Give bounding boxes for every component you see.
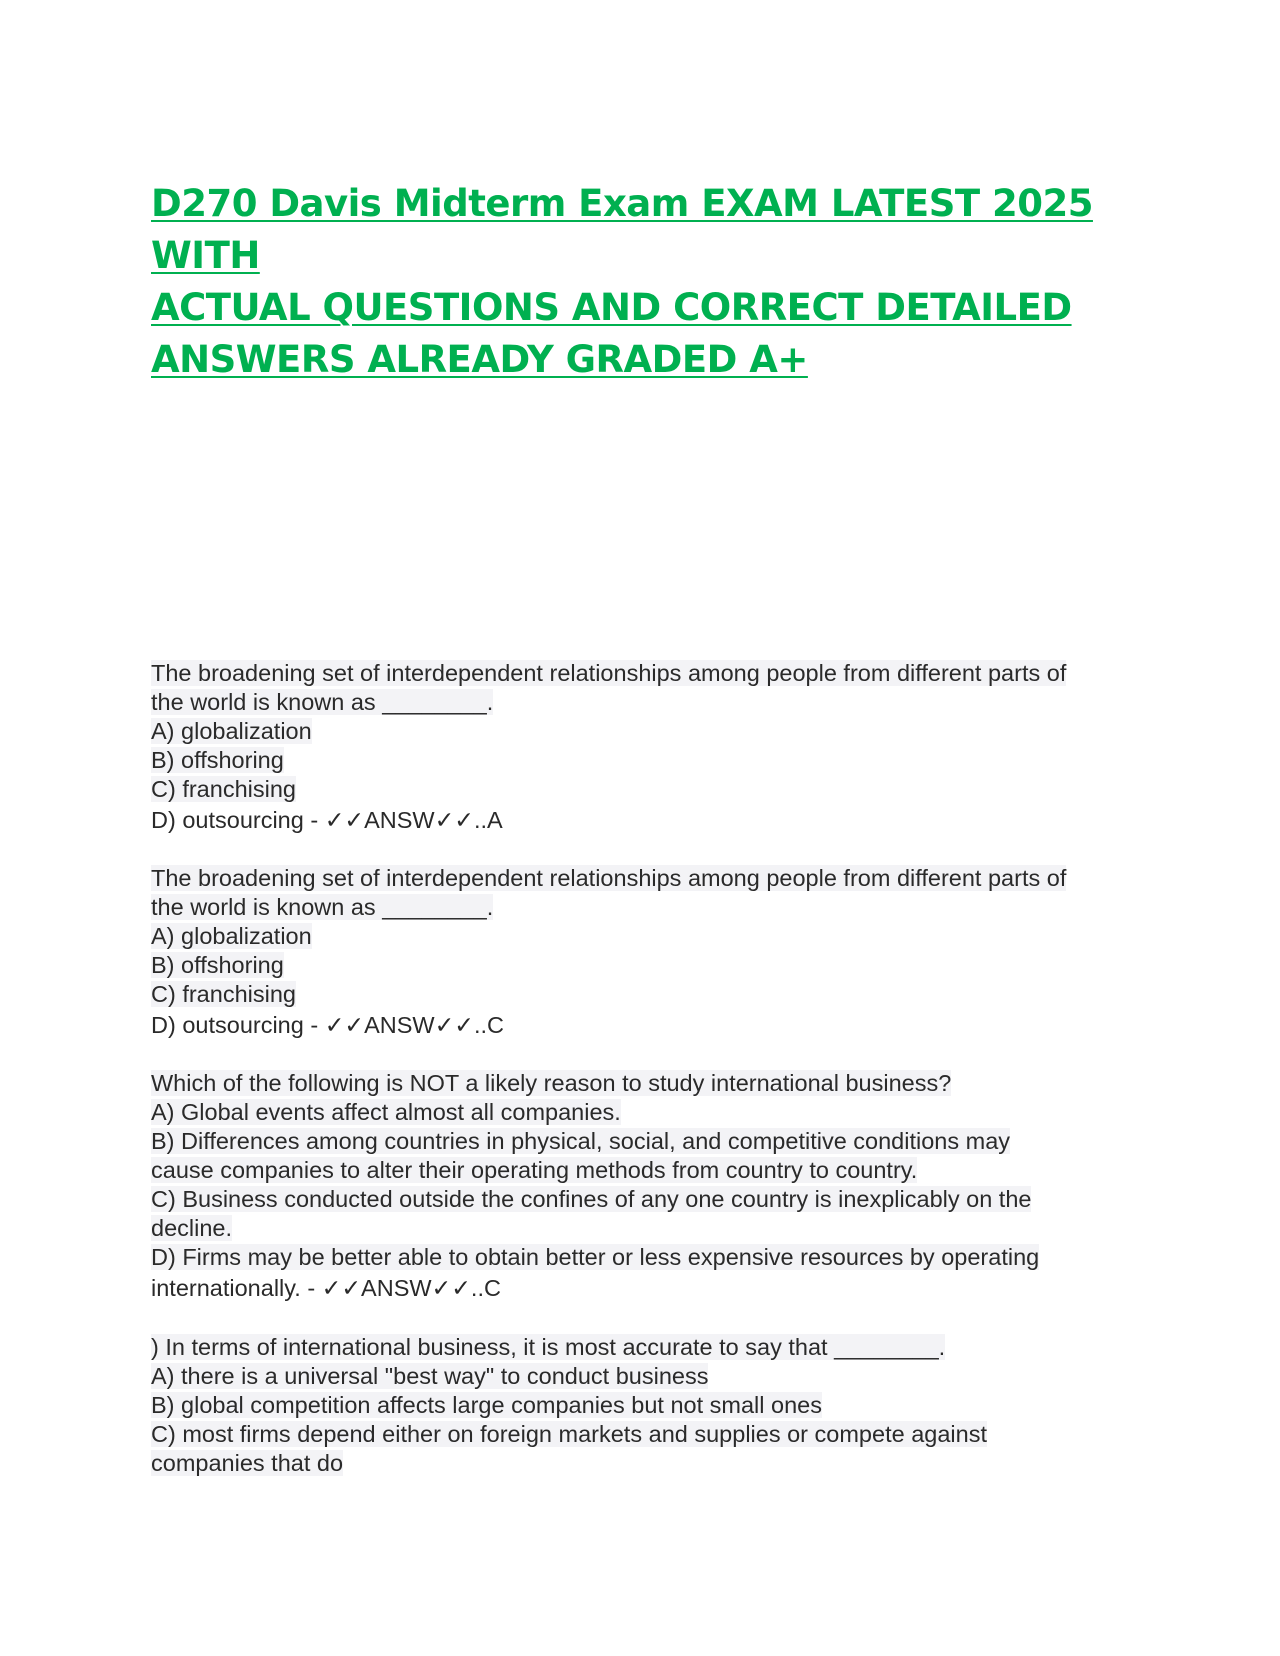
option-b: B) offshoring <box>151 952 284 978</box>
option-c-cont: companies that do <box>151 1450 344 1476</box>
question-block-1 <box>151 659 1141 837</box>
option-b: B) Differences among countries in physical, social, and competitive conditions may <box>151 1128 1011 1154</box>
option-c: C) Business conducted outside the confines of any one country is inexplicably on the <box>151 1186 1032 1212</box>
option-a: A) there is a universal "best way" to conduct business <box>151 1363 709 1389</box>
question-text: Which of the following is NOT a likely reason to study international business? <box>151 1070 952 1096</box>
title-line: ANSWERS ALREADY GRADED A+ <box>151 338 808 381</box>
answer-line: internationally. - ✓✓ANSW✓✓..C <box>151 1275 501 1301</box>
option-b-cont: cause companies to alter their operating methods from country to country. <box>151 1157 918 1183</box>
question-text: the world is known as ________. <box>151 894 494 920</box>
option-a: A) globalization <box>151 718 312 744</box>
option-b: B) offshoring <box>151 747 284 773</box>
option-a: A) Global events affect almost all companies. <box>151 1099 621 1125</box>
question-text: the world is known as ________. <box>151 689 494 715</box>
option-c: C) franchising <box>151 981 296 1007</box>
option-d: D) Firms may be better able to obtain better or less expensive resources by operating <box>151 1244 1040 1270</box>
title-line: ACTUAL QUESTIONS AND CORRECT DETAILED <box>151 286 1072 329</box>
option-c-cont: decline. <box>151 1215 232 1241</box>
question-text: The broadening set of interdependent relationships among people from different parts of <box>151 865 1067 891</box>
document-title <box>151 178 1131 386</box>
question-text: The broadening set of interdependent relationships among people from different parts of <box>151 660 1067 686</box>
option-c: C) franchising <box>151 776 296 802</box>
question-block-4 <box>151 1333 1141 1478</box>
option-a: A) globalization <box>151 923 312 949</box>
answer-line: D) outsourcing - ✓✓ANSW✓✓..C <box>151 1012 504 1038</box>
question-block-3 <box>151 1069 1141 1305</box>
question-text: ) In terms of international business, it is most accurate to say that ________. <box>151 1334 946 1360</box>
title-line: D270 Davis Midterm Exam EXAM LATEST 2025 WITH <box>151 182 1093 277</box>
option-c: C) most firms depend either on foreign markets and supplies or compete against <box>151 1421 987 1447</box>
option-b: B) global competition affects large companies but not small ones <box>151 1392 822 1418</box>
answer-line: D) outsourcing - ✓✓ANSW✓✓..A <box>151 807 503 833</box>
question-block-2 <box>151 864 1141 1042</box>
